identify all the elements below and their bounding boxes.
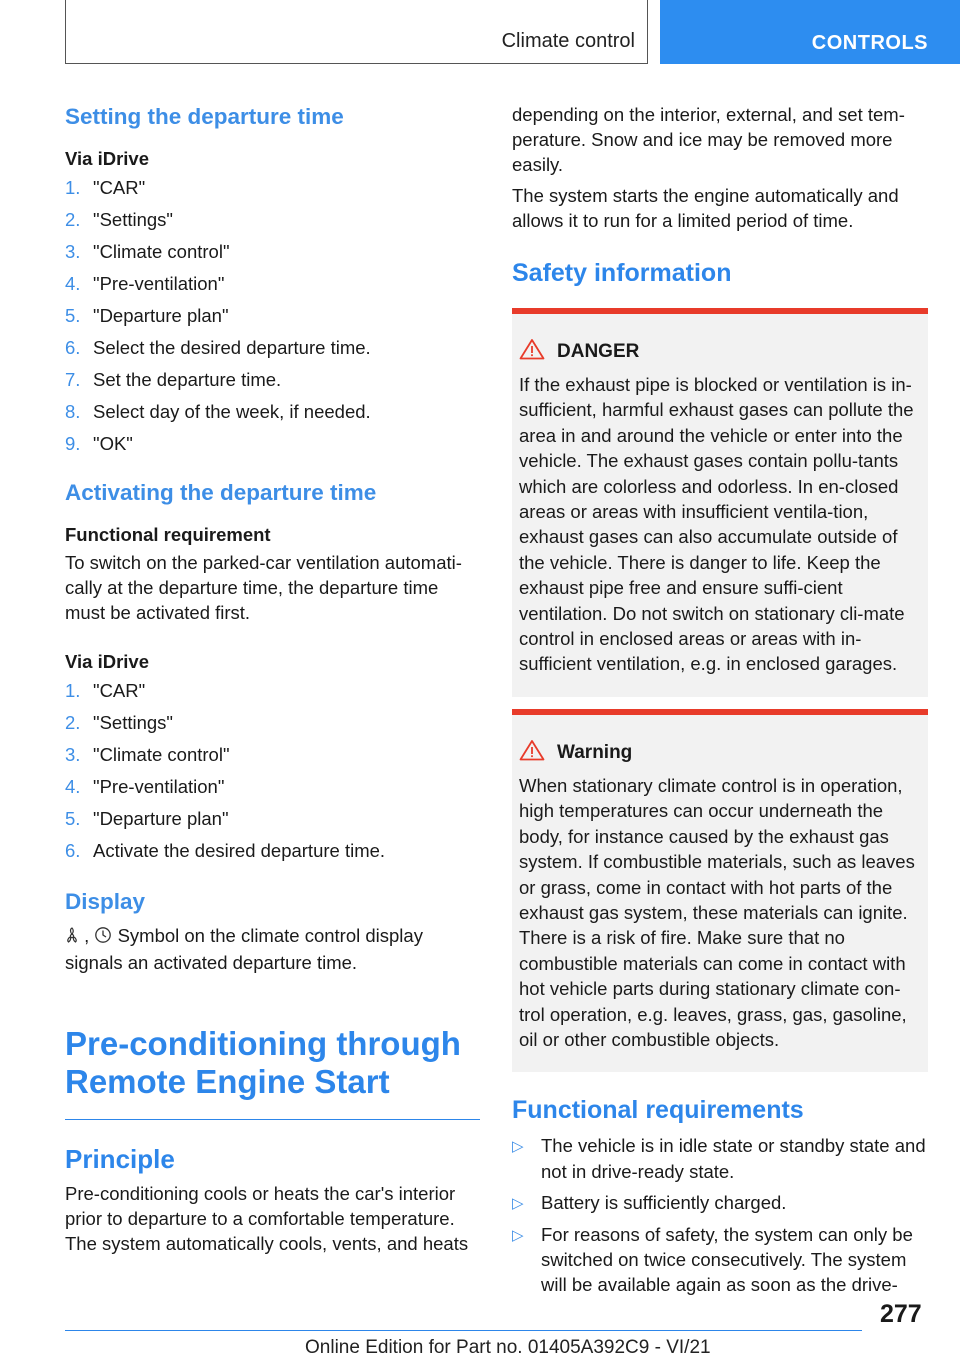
heading-setting-departure: Setting the departure time [65, 104, 344, 129]
continued-text: depending on the interior, external, and set tem-perature. Snow and ice may be removed more easily. [512, 104, 905, 175]
steps-activating-list [65, 675, 480, 867]
list-item [512, 1190, 928, 1215]
step-number: 5. [65, 808, 81, 829]
step-text: "CAR" [93, 680, 146, 701]
step-number: 2. [65, 712, 81, 733]
functional-requirement-text: To switch on the parked-car ventilation automati-cally at the departure time, the departure time must be activated first. [65, 552, 462, 623]
heading-rule [65, 1119, 480, 1121]
left-column [65, 102, 480, 1256]
bullet-text: For reasons of safety, the system can only be switched on twice consecutively. The system will be available again as soon as the drive- [541, 1223, 913, 1296]
list-item [65, 236, 480, 268]
section-title: Climate control [501, 30, 635, 52]
step-text: Select the desired departure time. [93, 337, 371, 358]
subheading-via-idrive-2: Via iDrive [65, 651, 149, 672]
fan-icon [65, 925, 79, 950]
step-text: "Pre-ventilation" [93, 776, 225, 797]
step-text: Activate the desired departure time. [93, 840, 386, 861]
warning-title-row [519, 739, 922, 767]
step-number: 2. [65, 209, 81, 230]
heading-preconditioning: Pre-conditioning through Remote Engine Start [65, 1024, 461, 1100]
step-text: "CAR" [93, 177, 146, 198]
triangle-bullet-icon: ▷ [512, 1195, 524, 1213]
list-item [65, 364, 480, 396]
list-item [65, 396, 480, 428]
heading-activating-departure: Activating the departure time [65, 480, 377, 505]
list-item [512, 1133, 928, 1184]
warning-title: Warning [557, 741, 633, 763]
heading-principle: Principle [65, 1144, 175, 1175]
bullet-text: Battery is sufficiently charged. [541, 1192, 787, 1214]
triangle-bullet-icon: ▷ [512, 1226, 524, 1244]
display-text-a: Symbol on the climate control display [117, 925, 423, 946]
step-number: 6. [65, 337, 81, 358]
step-text: "Departure plan" [93, 808, 229, 829]
warning-text: When stationary climate control is in operation, high temperatures can occur underneath the body, for instance caused by the exhaust gas system. If combustible materials, such as leaves or grass, come in contact with hot parts of the exhaust gas system, these materials can ignite. There is a risk of fire. Make sure that no combustible materials can come in contact with hot vehicle parts during stationary climate con-trol operation, e.g. leaves, grass, gas, gasoline, oil or other combustible objects. [519, 774, 915, 1050]
danger-title: DANGER [557, 341, 640, 362]
subheading-via-idrive: Via iDrive [65, 148, 149, 169]
step-text: "Climate control" [93, 744, 230, 765]
footer-rule [65, 1330, 862, 1331]
steps-setting-list [65, 172, 480, 460]
step-text: "Settings" [93, 209, 173, 230]
warning-triangle-icon [519, 739, 545, 767]
header-section-box [65, 0, 648, 64]
step-text: "Settings" [93, 712, 173, 733]
danger-title-row [519, 338, 922, 366]
triangle-bullet-icon: ▷ [512, 1138, 524, 1156]
list-item [65, 803, 480, 835]
functional-requirements-list [512, 1133, 928, 1297]
step-text: Select day of the week, if needed. [93, 401, 371, 422]
step-number: 7. [65, 369, 81, 390]
list-item [65, 268, 480, 300]
list-item [65, 332, 480, 364]
engine-text: The system starts the engine automatically and allows it to run for a limited period of time. [512, 185, 899, 231]
edition-text: Online Edition for Part no. 01405A392C9 - VI/21 [305, 1337, 711, 1358]
list-item [65, 739, 480, 771]
list-item [65, 300, 480, 332]
list-item [65, 204, 480, 236]
step-text: Set the departure time. [93, 369, 282, 390]
step-text: "OK" [93, 433, 133, 454]
step-number: 8. [65, 401, 81, 422]
step-text: "Pre-ventilation" [93, 273, 225, 294]
list-item [512, 1222, 928, 1298]
step-number: 1. [65, 680, 81, 701]
step-number: 4. [65, 273, 81, 294]
step-text: "Departure plan" [93, 305, 229, 326]
danger-text: If the exhaust pipe is blocked or ventilation is in-sufficient, harmful exhaust gases can pollute the area in and around the vehicle or enter into the vehicle. The exhaust gases contain pollu-tants which are colorless and odorless. In en-closed areas or areas with insufficient ventila-tion, exhaust gases can also accumulate outside of the vehicle. There is danger to life. Keep the exhaust pipe free and ensure suffi-cient ventilation. Do not switch on stationary cli-mate control in enclosed areas or areas with in-sufficient ventilation, e.g. in enclosed garages. [519, 374, 914, 675]
list-item [65, 172, 480, 204]
display-separator: , [84, 925, 90, 946]
list-item [65, 707, 480, 739]
step-number: 3. [65, 241, 81, 262]
list-item [65, 675, 480, 707]
list-item [65, 428, 480, 460]
heading-display: Display [65, 889, 146, 914]
chapter-tab[interactable]: CONTROLS [660, 0, 960, 64]
step-number: 5. [65, 305, 81, 326]
list-item [65, 771, 480, 803]
subheading-functional-requirement: Functional requirement [65, 524, 271, 545]
danger-notice [512, 308, 928, 697]
right-column [512, 102, 928, 1304]
step-number: 1. [65, 177, 81, 198]
display-text [65, 923, 480, 975]
list-item [65, 835, 480, 867]
step-number: 9. [65, 433, 81, 454]
warning-notice [512, 709, 928, 1072]
step-number: 6. [65, 840, 81, 861]
bullet-text: The vehicle is in idle state or standby state and not in drive-ready state. [541, 1135, 926, 1182]
heading-safety-information: Safety information [512, 259, 732, 287]
principle-text: Pre-conditioning cools or heats the car's interior prior to departure to a comfortable temperature. The system automatically cools, vents, and heats [65, 1183, 469, 1255]
step-text: "Climate control" [93, 241, 230, 262]
step-number: 4. [65, 776, 81, 797]
heading-functional-requirements: Functional requirements [512, 1096, 804, 1125]
step-number: 3. [65, 744, 81, 765]
warning-triangle-icon [519, 338, 545, 366]
clock-icon [94, 925, 112, 950]
footer-edition [305, 1337, 711, 1359]
page-number: 277 [880, 1300, 922, 1328]
display-text-b: signals an activated departure time. [65, 951, 358, 973]
